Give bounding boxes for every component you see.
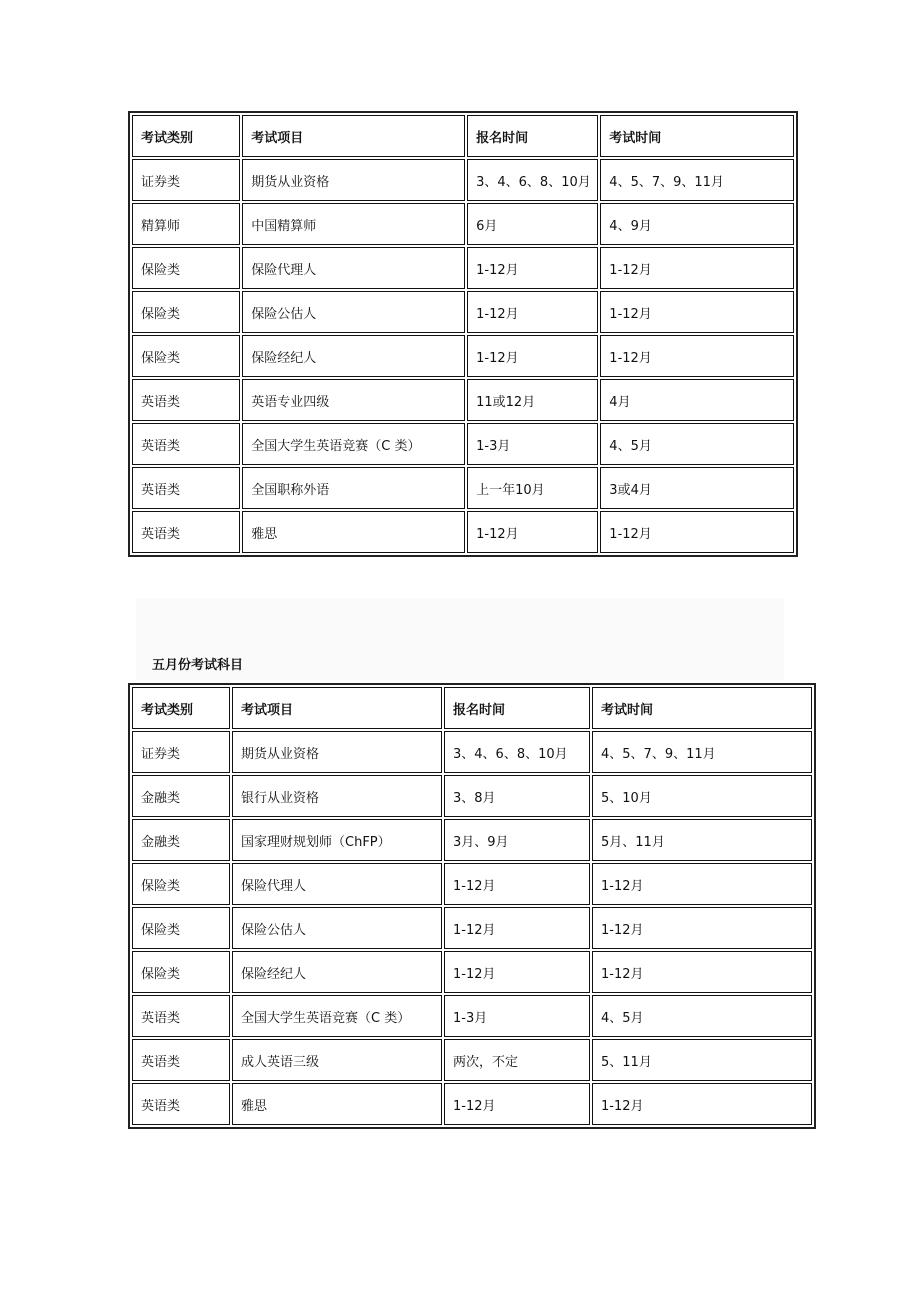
header-exam-category: 考试类别 — [132, 687, 230, 729]
cell-item: 成人英语三级 — [232, 1039, 442, 1081]
cell-category: 英语类 — [132, 511, 240, 553]
cell-item: 期货从业资格 — [232, 731, 442, 773]
cell-exam-time: 1-12月 — [600, 247, 794, 289]
header-registration-time: 报名时间 — [467, 115, 598, 157]
cell-category: 证券类 — [132, 159, 240, 201]
cell-exam-time: 1-12月 — [592, 863, 812, 905]
table-row — [132, 423, 794, 465]
table-row — [132, 775, 812, 817]
cell-item: 雅思 — [242, 511, 465, 553]
cell-item: 银行从业资格 — [232, 775, 442, 817]
cell-category: 证券类 — [132, 731, 230, 773]
cell-category: 英语类 — [132, 1039, 230, 1081]
cell-exam-time: 3或4月 — [600, 467, 794, 509]
cell-category: 英语类 — [132, 1083, 230, 1125]
cell-registration: 3、8月 — [444, 775, 590, 817]
table-row — [132, 1083, 812, 1125]
cell-exam-time: 1-12月 — [592, 907, 812, 949]
cell-exam-time: 5、10月 — [592, 775, 812, 817]
cell-registration: 1-12月 — [444, 863, 590, 905]
cell-item: 保险公估人 — [242, 291, 465, 333]
cell-category: 英语类 — [132, 995, 230, 1037]
table-header-row — [132, 115, 794, 157]
cell-registration: 上一年10月 — [467, 467, 598, 509]
header-exam-time: 考试时间 — [592, 687, 812, 729]
table-row — [132, 907, 812, 949]
cell-exam-time: 4、5、7、9、11月 — [592, 731, 812, 773]
cell-item: 国家理财规划师（ChFP） — [232, 819, 442, 861]
table-row — [132, 203, 794, 245]
table-row — [132, 731, 812, 773]
cell-exam-time: 1-12月 — [592, 951, 812, 993]
header-exam-item: 考试项目 — [242, 115, 465, 157]
cell-registration: 1-12月 — [467, 291, 598, 333]
cell-exam-time: 4、5月 — [600, 423, 794, 465]
table-row — [132, 335, 794, 377]
table-row — [132, 1039, 812, 1081]
cell-registration: 1-12月 — [444, 907, 590, 949]
table-row — [132, 467, 794, 509]
table-row — [132, 247, 794, 289]
cell-exam-time: 4月 — [600, 379, 794, 421]
table-row — [132, 291, 794, 333]
cell-item: 保险代理人 — [232, 863, 442, 905]
cell-exam-time: 5、11月 — [592, 1039, 812, 1081]
table-header-row — [132, 687, 812, 729]
cell-registration: 两次，不定 — [444, 1039, 590, 1081]
cell-category: 英语类 — [132, 379, 240, 421]
cell-registration: 6月 — [467, 203, 598, 245]
exam-schedule-table-2 — [128, 683, 816, 1129]
cell-item: 期货从业资格 — [242, 159, 465, 201]
cell-category: 英语类 — [132, 423, 240, 465]
cell-item: 保险公估人 — [232, 907, 442, 949]
cell-category: 保险类 — [132, 335, 240, 377]
cell-category: 金融类 — [132, 775, 230, 817]
table-row — [132, 379, 794, 421]
table-row — [132, 863, 812, 905]
cell-registration: 1-12月 — [467, 511, 598, 553]
cell-category: 精算师 — [132, 203, 240, 245]
cell-exam-time: 1-12月 — [600, 511, 794, 553]
cell-exam-time: 4、5月 — [592, 995, 812, 1037]
cell-registration: 1-12月 — [444, 1083, 590, 1125]
cell-category: 保险类 — [132, 291, 240, 333]
cell-registration: 3、4、6、8、10月 — [467, 159, 598, 201]
table-row — [132, 159, 794, 201]
header-exam-category: 考试类别 — [132, 115, 240, 157]
cell-exam-time: 1-12月 — [600, 291, 794, 333]
cell-registration: 11或12月 — [467, 379, 598, 421]
cell-item: 保险经纪人 — [232, 951, 442, 993]
cell-registration: 1-3月 — [467, 423, 598, 465]
table-row — [132, 511, 794, 553]
cell-registration: 1-3月 — [444, 995, 590, 1037]
cell-category: 保险类 — [132, 907, 230, 949]
cell-item: 雅思 — [232, 1083, 442, 1125]
cell-item: 中国精算师 — [242, 203, 465, 245]
cell-category: 保险类 — [132, 247, 240, 289]
header-exam-item: 考试项目 — [232, 687, 442, 729]
cell-item: 全国大学生英语竞赛（C 类） — [242, 423, 465, 465]
cell-item: 英语专业四级 — [242, 379, 465, 421]
cell-item: 保险代理人 — [242, 247, 465, 289]
cell-exam-time: 4、9月 — [600, 203, 794, 245]
cell-exam-time: 1-12月 — [600, 335, 794, 377]
cell-exam-time: 1-12月 — [592, 1083, 812, 1125]
table-row — [132, 951, 812, 993]
cell-item: 保险经纪人 — [242, 335, 465, 377]
cell-registration: 1-12月 — [467, 247, 598, 289]
cell-item: 全国大学生英语竞赛（C 类） — [232, 995, 442, 1037]
section-title: 五月份考试科目 — [152, 658, 244, 673]
header-registration-time: 报名时间 — [444, 687, 590, 729]
header-exam-time: 考试时间 — [600, 115, 794, 157]
table-row — [132, 995, 812, 1037]
cell-registration: 1-12月 — [467, 335, 598, 377]
cell-category: 英语类 — [132, 467, 240, 509]
cell-exam-time: 4、5、7、9、11月 — [600, 159, 794, 201]
cell-registration: 3、4、6、8、10月 — [444, 731, 590, 773]
cell-item: 全国职称外语 — [242, 467, 465, 509]
exam-schedule-table-1 — [128, 111, 798, 557]
cell-category: 保险类 — [132, 951, 230, 993]
cell-category: 保险类 — [132, 863, 230, 905]
cell-registration: 3月、9月 — [444, 819, 590, 861]
cell-registration: 1-12月 — [444, 951, 590, 993]
table-row — [132, 819, 812, 861]
cell-category: 金融类 — [132, 819, 230, 861]
cell-exam-time: 5月、11月 — [592, 819, 812, 861]
